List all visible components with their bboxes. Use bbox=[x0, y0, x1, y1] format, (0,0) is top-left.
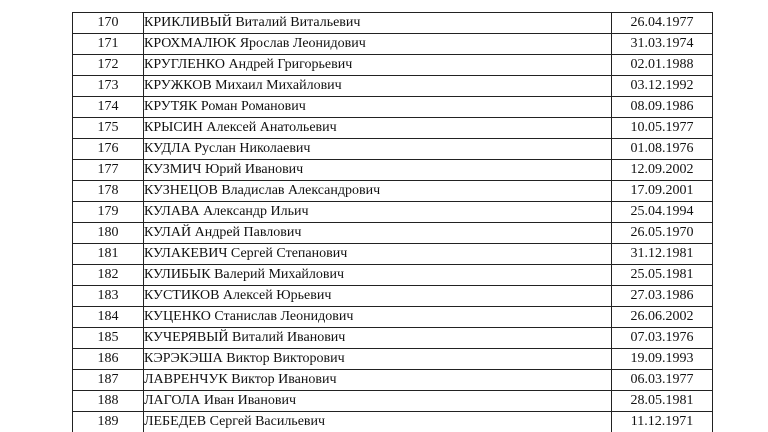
birth-date-cell: 10.05.1977 bbox=[612, 118, 713, 139]
birth-date-cell: 02.01.1988 bbox=[612, 55, 713, 76]
table-row bbox=[73, 55, 713, 76]
birth-date-cell: 28.05.1981 bbox=[612, 391, 713, 412]
row-number-cell: 188 bbox=[73, 391, 144, 412]
roster-table-body bbox=[73, 13, 713, 432]
full-name-cell: КУЛИБЫК Валерий Михайлович bbox=[144, 265, 612, 286]
row-number-cell: 189 bbox=[73, 412, 144, 432]
table-row bbox=[73, 244, 713, 265]
full-name-cell: КУЛАВА Александр Ильич bbox=[144, 202, 612, 223]
row-number-cell: 171 bbox=[73, 34, 144, 55]
full-name-cell: КРИКЛИВЫЙ Виталий Витальевич bbox=[144, 13, 612, 34]
full-name-cell: КРОХМАЛЮК Ярослав Леонидович bbox=[144, 34, 612, 55]
row-number-cell: 182 bbox=[73, 265, 144, 286]
row-number-cell: 176 bbox=[73, 139, 144, 160]
table-row bbox=[73, 160, 713, 181]
birth-date-cell: 26.05.1970 bbox=[612, 223, 713, 244]
table-row bbox=[73, 181, 713, 202]
full-name-cell: КУЦЕНКО Станислав Леонидович bbox=[144, 307, 612, 328]
birth-date-cell: 12.09.2002 bbox=[612, 160, 713, 181]
row-number-cell: 183 bbox=[73, 286, 144, 307]
full-name-cell: КУЛАКЕВИЧ Сергей Степанович bbox=[144, 244, 612, 265]
full-name-cell: ЛАГОЛА Иван Иванович bbox=[144, 391, 612, 412]
table-row bbox=[73, 118, 713, 139]
row-number-cell: 174 bbox=[73, 97, 144, 118]
table-row bbox=[73, 370, 713, 391]
birth-date-cell: 25.04.1994 bbox=[612, 202, 713, 223]
row-number-cell: 170 bbox=[73, 13, 144, 34]
table-row bbox=[73, 223, 713, 244]
table-row bbox=[73, 349, 713, 370]
table-row bbox=[73, 328, 713, 349]
table-row bbox=[73, 34, 713, 55]
table-row bbox=[73, 391, 713, 412]
row-number-cell: 186 bbox=[73, 349, 144, 370]
birth-date-cell: 26.04.1977 bbox=[612, 13, 713, 34]
birth-date-cell: 08.09.1986 bbox=[612, 97, 713, 118]
row-number-cell: 180 bbox=[73, 223, 144, 244]
birth-date-cell: 31.03.1974 bbox=[612, 34, 713, 55]
table-row bbox=[73, 97, 713, 118]
row-number-cell: 177 bbox=[73, 160, 144, 181]
birth-date-cell: 19.09.1993 bbox=[612, 349, 713, 370]
row-number-cell: 181 bbox=[73, 244, 144, 265]
birth-date-cell: 01.08.1976 bbox=[612, 139, 713, 160]
full-name-cell: КУДЛА Руслан Николаевич bbox=[144, 139, 612, 160]
table-row bbox=[73, 286, 713, 307]
row-number-cell: 184 bbox=[73, 307, 144, 328]
row-number-cell: 179 bbox=[73, 202, 144, 223]
full-name-cell: ЛАВРЕНЧУК Виктор Иванович bbox=[144, 370, 612, 391]
table-row bbox=[73, 76, 713, 97]
row-number-cell: 187 bbox=[73, 370, 144, 391]
table-row bbox=[73, 202, 713, 223]
birth-date-cell: 11.12.1971 bbox=[612, 412, 713, 432]
birth-date-cell: 27.03.1986 bbox=[612, 286, 713, 307]
row-number-cell: 172 bbox=[73, 55, 144, 76]
birth-date-cell: 03.12.1992 bbox=[612, 76, 713, 97]
row-number-cell: 185 bbox=[73, 328, 144, 349]
full-name-cell: КРУГЛЕНКО Андрей Григорьевич bbox=[144, 55, 612, 76]
full-name-cell: КУЗМИЧ Юрий Иванович bbox=[144, 160, 612, 181]
birth-date-cell: 07.03.1976 bbox=[612, 328, 713, 349]
table-row bbox=[73, 412, 713, 432]
roster-table bbox=[72, 12, 713, 432]
birth-date-cell: 06.03.1977 bbox=[612, 370, 713, 391]
birth-date-cell: 25.05.1981 bbox=[612, 265, 713, 286]
full-name-cell: КУЗНЕЦОВ Владислав Александрович bbox=[144, 181, 612, 202]
row-number-cell: 173 bbox=[73, 76, 144, 97]
full-name-cell: КРЫСИН Алексей Анатольевич bbox=[144, 118, 612, 139]
full-name-cell: КРУТЯК Роман Романович bbox=[144, 97, 612, 118]
full-name-cell: КУСТИКОВ Алексей Юрьевич bbox=[144, 286, 612, 307]
row-number-cell: 175 bbox=[73, 118, 144, 139]
table-row bbox=[73, 307, 713, 328]
table-row bbox=[73, 139, 713, 160]
birth-date-cell: 26.06.2002 bbox=[612, 307, 713, 328]
birth-date-cell: 17.09.2001 bbox=[612, 181, 713, 202]
table-row bbox=[73, 13, 713, 34]
full-name-cell: ЛЕБЕДЕВ Сергей Васильевич bbox=[144, 412, 612, 432]
table-row bbox=[73, 265, 713, 286]
full-name-cell: КЭРЭКЭША Виктор Викторович bbox=[144, 349, 612, 370]
full-name-cell: КУЧЕРЯВЫЙ Виталий Иванович bbox=[144, 328, 612, 349]
birth-date-cell: 31.12.1981 bbox=[612, 244, 713, 265]
full-name-cell: КУЛАЙ Андрей Павлович bbox=[144, 223, 612, 244]
full-name-cell: КРУЖКОВ Михаил Михайлович bbox=[144, 76, 612, 97]
row-number-cell: 178 bbox=[73, 181, 144, 202]
